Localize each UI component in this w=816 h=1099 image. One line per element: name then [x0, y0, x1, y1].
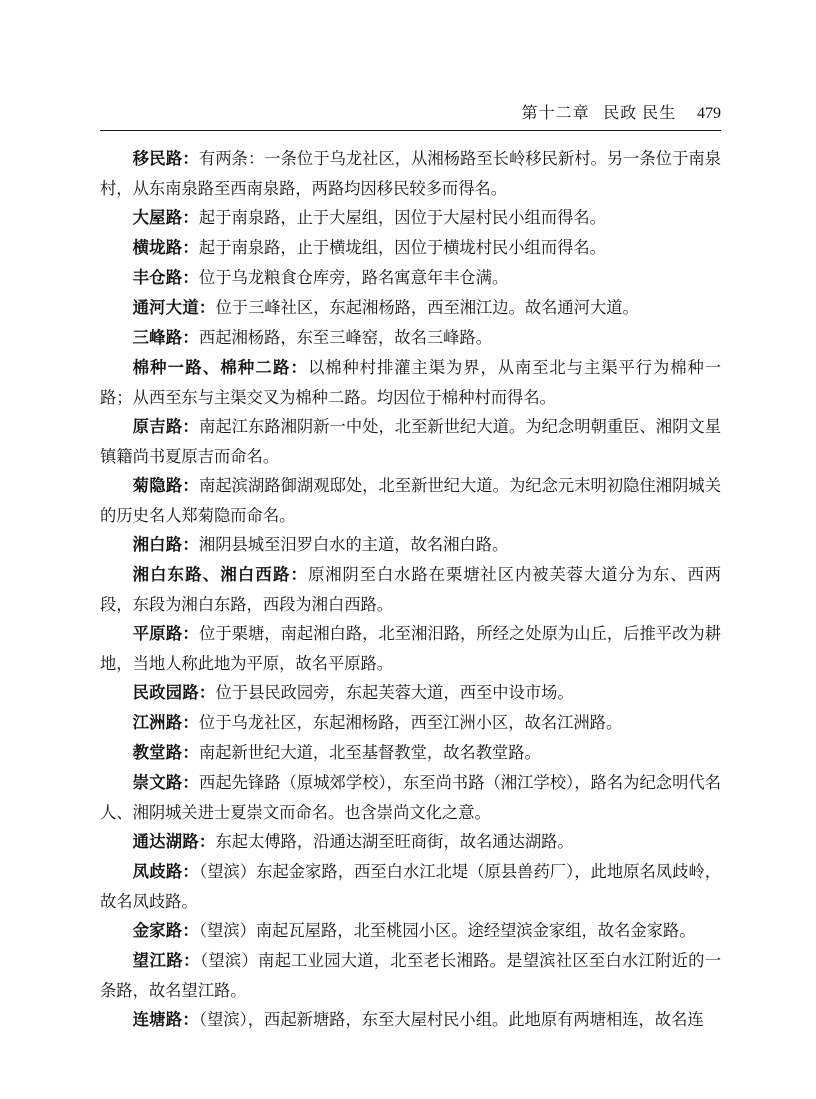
road-entry	[100, 1005, 721, 1035]
road-name: 连塘路：	[132, 1011, 199, 1029]
road-name: 移民路：	[132, 150, 200, 168]
section-title: 民政 民生	[603, 105, 677, 122]
road-name: 三峰路：	[132, 329, 199, 347]
road-description: 起于南泉路，止于横垅组，因位于横垅村民小组而得名。	[198, 238, 606, 257]
road-name: 丰仓路：	[132, 269, 199, 287]
road-description: 位于三峰社区，东起湘杨路，西至湘江边。故名通河大道。	[215, 298, 639, 317]
road-entry	[100, 293, 721, 323]
road-description: 湘阴县城至汨罗白水的主道，故名湘白路。	[198, 535, 509, 554]
road-name: 原吉路：	[132, 418, 200, 436]
road-description: 以棉种村排灌主渠为界，从南至北与主渠平行为棉种一路；从西至东与主渠交叉为棉种二路。均因位于棉种村而得名。	[100, 358, 721, 407]
road-description: （望滨），西起新塘路，东至大屋村民小组。此地原有两塘相连，故名连	[198, 1010, 704, 1029]
road-name: 凤歧路：	[132, 863, 200, 881]
road-name: 金家路：	[132, 922, 199, 940]
road-entry	[100, 263, 721, 293]
road-entry	[100, 530, 721, 560]
road-entry	[100, 471, 721, 530]
running-header	[100, 103, 721, 130]
road-name: 平原路：	[132, 625, 200, 643]
road-name: 民政园路：	[132, 684, 216, 702]
road-name: 通河大道：	[132, 299, 216, 317]
road-entry	[100, 916, 721, 946]
road-entry	[100, 678, 721, 708]
road-description: 西起湘杨路，东至三峰窑，故名三峰路。	[198, 328, 492, 347]
road-description: （望滨）南起工业园大道，北至老长湘路。是望滨社区至白水江附近的一条路，故名望江路。	[100, 951, 722, 1000]
road-entry	[100, 323, 721, 353]
road-entry	[100, 768, 721, 827]
road-description: （望滨）东起金家路，西至白水江北堤（原县兽药厂），此地原名凤歧岭，故名凤歧路。	[100, 862, 722, 911]
road-description: 南起江东路湘阴新一中处，北至新世纪大道。为纪念明朝重臣、湘阴文星镇籍尚书夏原吉而命名。	[100, 417, 721, 466]
road-description: 位于栗塘，南起湘白路，北至湘汨路，所经之处原为山丘，后推平改为耕地，当地人称此地为平原，故名平原路。	[100, 624, 721, 673]
road-description: 位于乌龙社区，东起湘杨路，西至江洲小区，故名江洲路。	[198, 713, 623, 732]
road-description: 西起先锋路（原城郊学校），东至尚书路（湘江学校），路名为纪念明代名人、湘阴城关进士夏崇文而命名。也含崇尚文化之意。	[100, 773, 722, 822]
road-name: 湘白路：	[132, 536, 199, 554]
road-name: 横垅路：	[132, 239, 199, 257]
road-name: 望江路：	[132, 952, 200, 970]
road-description: 南起滨湖路御湖观邸处，北至新世纪大道。为纪念元末明初隐住湘阴城关的历史名人郑菊隐而命名。	[100, 476, 721, 525]
page-number: 479	[697, 105, 721, 122]
road-name: 大屋路：	[132, 209, 199, 227]
road-entry	[100, 412, 721, 471]
road-name: 通达湖路：	[132, 833, 216, 851]
road-entry	[100, 560, 721, 619]
road-description: 南起新世纪大道，北至基督教堂，故名教堂路。	[198, 743, 541, 762]
road-description: 原湘阴至白水路在栗塘社区内被芙蓉大道分为东、西两段，东段为湘白东路，西段为湘白西路。	[100, 565, 721, 614]
road-entry	[100, 857, 721, 916]
road-entry	[100, 827, 721, 857]
road-description: （望滨）南起瓦屋路，北至桃园小区。途经望滨金家组，故名金家路。	[198, 921, 696, 940]
road-description: 位于乌龙粮食仓库旁，路名寓意年丰仓满。	[198, 268, 509, 287]
road-name: 湘白东路、湘白西路：	[132, 566, 309, 584]
road-description: 起于南泉路，止于大屋组，因位于大屋村民小组而得名。	[198, 208, 606, 227]
road-entry	[100, 233, 721, 263]
road-entry	[100, 619, 721, 678]
road-description: 有两条：一条位于乌龙社区，从湘杨路至长岭移民新村。另一条位于南泉村，从东南泉路至西南泉路，两路均因移民较多而得名。	[100, 149, 721, 198]
page-content	[100, 103, 721, 1035]
road-entry	[100, 353, 721, 412]
road-description: 位于县民政园旁，东起芙蓉大道，西至中设市场。	[215, 683, 574, 702]
road-name: 菊隐路：	[132, 477, 200, 495]
road-entry	[100, 144, 721, 203]
road-description: 东起太傅路，沿通达湖至旺商街，故名通达湖路。	[215, 832, 574, 851]
road-entry	[100, 946, 721, 1005]
road-entry	[100, 708, 721, 738]
road-entries-list	[100, 131, 721, 1035]
chapter-title: 第十二章	[521, 105, 590, 122]
road-name: 崇文路：	[132, 774, 200, 792]
road-name: 江洲路：	[132, 714, 199, 732]
road-entry	[100, 738, 721, 768]
road-name: 棉种一路、棉种二路：	[132, 359, 309, 377]
road-name: 教堂路：	[132, 744, 199, 762]
road-entry	[100, 203, 721, 233]
